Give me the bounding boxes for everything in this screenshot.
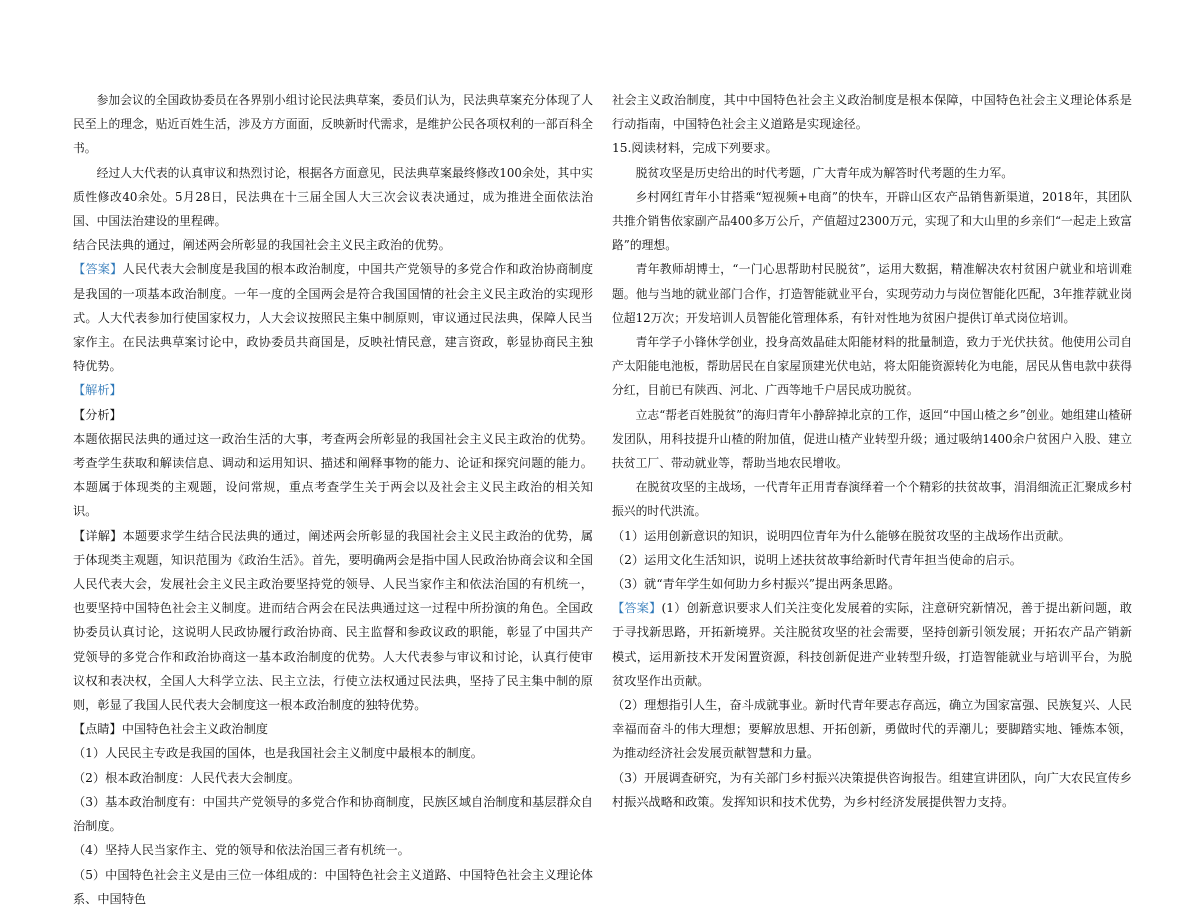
answer-block <box>73 257 593 378</box>
answer-tag: 【答案】 <box>73 262 123 277</box>
point-item: （4）坚持人民当家作主、党的领导和依法治国三者有机统一。 <box>73 843 410 858</box>
answer-block-15 <box>612 596 1132 693</box>
material-paragraph: 青年学子小锋休学创业，投身高效晶硅太阳能材料的批量制造，致力于光伏扶贫。他使用公司自产太阳能电池板，帮助居民在自家屋顶建光伏电站，将太阳能资源转化为电能，居民从售电款中获得分红，目前已有陕西、河北、广西等地千户居民成功脱贫。 <box>612 335 1132 398</box>
detail-text: 本题要求学生结合民法典的通过，阐述两会所彰显的我国社会主义民主政治的优势，属于体现类主观题，知识范围为《政治生活》。首先，要明确两会是指中国人民政治协商会议和全国人民代表大会，发展社会主义民主政治要坚持党的领导、人民当家作主和依法治国的有机统一，也要坚持中国特色社会主义制度。进而结合两会在民法典通过这一过程中所扮演的角色。全国政协委员认真讨论，这说明人民政协履行政治协商、民主监督和参政议政的职能，彰显了中国共产党领导的多党合作和政治协商这一基本政治制度的优势。人大代表参与审议和讨论，认真行使审议权和表决权，全国人大科学立法、民主立法，行使立法权通过民法典，坚持了民主集中制的原则，彰显了我国人民代表大会制度这一根本政治制度的独特优势。 <box>73 528 594 713</box>
point-item: （1）人民民主专政是我国的国体，也是我国社会主义制度中最根本的制度。 <box>73 746 483 761</box>
dianjing-tag: 【点睛】 <box>73 722 122 737</box>
point-item: （5）中国特色社会主义是由三位一体组成的：中国特色社会主义道路、中国特色社会主义理论体系、中国特色 <box>73 867 593 906</box>
material-paragraph: 在脱贫攻坚的主战场，一代青年正用青春演绎着一个个精彩的扶贫故事，涓涓细流正汇聚成乡村振兴的时代洪流。 <box>612 480 1132 519</box>
material-paragraph: 立志“帮老百姓脱贫”的海归青年小静辞掉北京的工作，返回“中国山楂之乡”创业。她组建山楂研发团队，用科技提升山楂的附加值，促进山楂产业转型升级；通过吸纳1400余户贫困户入股、建立扶贫工厂、带动就业等，帮助当地农民增收。 <box>612 407 1132 471</box>
detail-block <box>73 524 593 718</box>
detail-tag: 【详解】 <box>73 528 123 543</box>
material-paragraph: 青年教师胡博士，“一门心思帮助村民脱贫”，运用大数据，精准解决农村贫困户就业和培训难题。他与当地的就业部门合作，打造智能就业平台，实现劳动力与岗位智能化匹配，3年推荐就业岗位超12万次；开发培训人员智能化管理体系，有针对性地为贫困户提供订单式岗位培训。 <box>612 262 1132 325</box>
fenxi-tag: 【分析】 <box>73 407 122 422</box>
question-text: 结合民法典的通过，阐述两会所彰显的我国社会主义民主政治的优势。 <box>73 238 451 253</box>
sub-question: （2）运用文化生活知识，说明上述扶贫故事给新时代青年担当使命的启示。 <box>612 552 1022 567</box>
material-paragraph-1: 参加会议的全国政协委员在各界别小组讨论民法典草案，委员们认为，民法典草案充分体现了人民至上的理念，贴近百姓生活，涉及方方面面，反映新时代需求，是维护公民各项权利的一部百科全书。 <box>73 93 593 156</box>
point-item: （2）根本政治制度：人民代表大会制度。 <box>73 770 301 785</box>
answer-2: （2）理想指引人生，奋斗成就事业。新时代青年要志存高远，确立为国家富强、民族复兴、人民幸福而奋斗的伟大理想；要解放思想、开拓创新，勇做时代的弄潮儿；要脚踏实地、锤炼本领，为推动经济社会发展贡献智慧和力量。 <box>612 698 1132 761</box>
material-paragraph-2: 经过人大代表的认真审议和热烈讨论，根据各方面意见，民法典草案最终修改100余处，其中实质性修改40余处。5月28日，民法典在十三届全国人大三次会议表决通过，成为推进全面依法治国、中国法治建设的里程碑。 <box>73 165 593 229</box>
answer-3: （3）开展调查研究，为有关部门乡村振兴决策提供咨询报告。组建宣讲团队，向广大农民宣传乡村振兴战略和政策。发挥知识和技术优势，为乡村经济发展提供智力支持。 <box>612 770 1132 809</box>
answer-1: (1）创新意识要求人们关注变化发展着的实际，注意研究新情况，善于提出新问题，敢于寻找新思路，开拓新境界。关注脱贫攻坚的社会需要，坚持创新引领发展；开拓农产品产销新模式，运用新技术开发闲置资源，科技创新促进产业转型升级，打造智能就业与培训平台，为脱贫攻坚作出贡献。 <box>612 601 1132 688</box>
right-column <box>612 88 1132 814</box>
question-15-title: 15.阅读材料，完成下列要求。 <box>612 141 778 156</box>
point-item: （3）基本政治制度有：中国共产党领导的多党合作和协商制度，民族区域自治制度和基层群众自治制度。 <box>73 794 593 834</box>
analysis-tag: 【解析】 <box>73 383 122 398</box>
continued-text: 社会主义政治制度，其中中国特色社会主义政治制度是根本保障，中国特色社会主义理论体系是行动指南，中国特色社会主义道路是实现途径。 <box>612 93 1132 132</box>
answer-tag-15: 【答案】 <box>612 601 662 616</box>
sub-question: （1）运用创新意识的知识，说明四位青年为什么能够在脱贫攻坚的主战场作出贡献。 <box>612 528 1071 543</box>
answer-text: 人民代表大会制度是我国的根本政治制度，中国共产党领导的多党合作和政治协商制度是我国的一项基本政治制度。一年一度的全国两会是符合我国国情的社会主义民主政治的实现形式。人大代表参加行使国家权力，人大会议按照民主集中制原则，审议通过民法典，保障人民当家作主。在民法典草案讨论中，政协委员共商国是，反映社情民意，建言资政，彰显协商民主独特优势。 <box>73 262 594 374</box>
material-paragraph: 乡村网红青年小甘搭乘“短视频+电商”的快车，开辟山区农产品销售新渠道，2018年，其团队共推介销售依家副产品400多万公斤，产值超过2300万元，实现了和大山里的乡亲们“一起走上致富路”的理想。 <box>612 189 1132 253</box>
material-paragraph: 脱贫攻坚是历史给出的时代考题，广大青年成为解答时代考题的生力军。 <box>635 165 1014 180</box>
left-column <box>73 88 593 911</box>
fenxi-text: 本题依据民法典的通过这一政治生活的大事，考查两会所彰显的我国社会主义民主政治的优势。考查学生获取和解读信息、调动和运用知识、描述和阐释事物的能力、论证和探究问题的能力。本题属于体现类的主观题，设问常规，重点考查学生关于两会以及社会主义民主政治的相关知识。 <box>73 431 593 519</box>
sub-question: （3）就“青年学生如何助力乡村振兴”提出两条思路。 <box>612 577 901 592</box>
dianjing-block <box>73 717 593 741</box>
dianjing-title: 中国特色社会主义政治制度 <box>121 722 268 737</box>
